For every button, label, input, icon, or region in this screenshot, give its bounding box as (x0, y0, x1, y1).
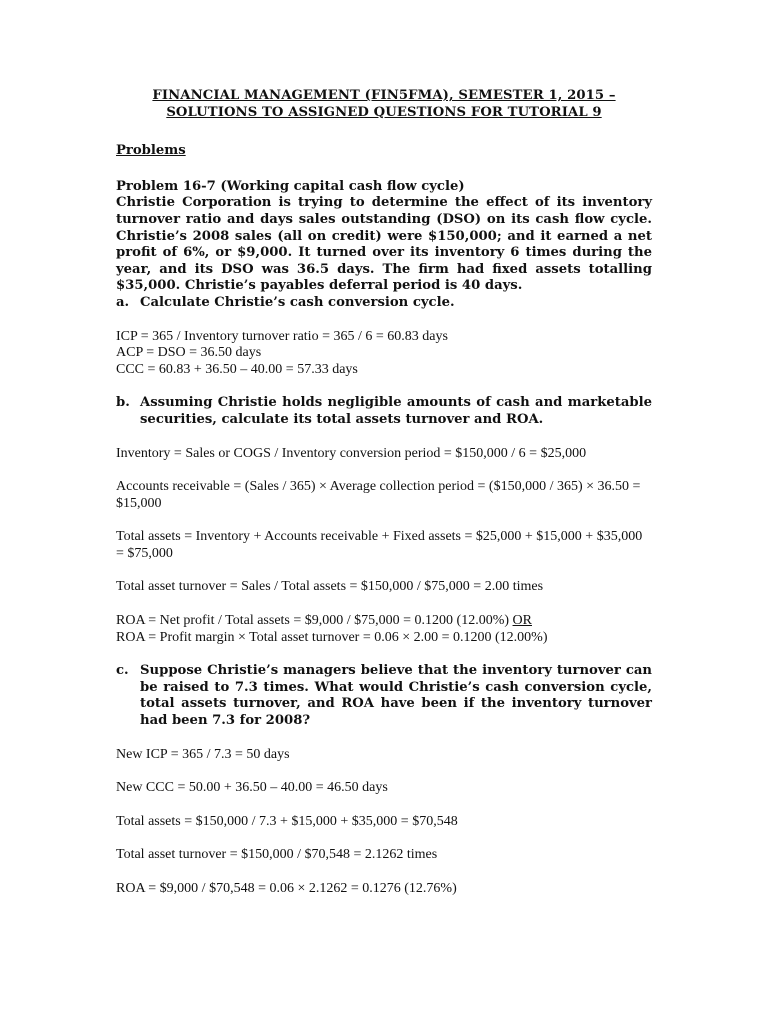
section-heading: Problems (116, 143, 186, 159)
question-c-text: Suppose Christie’s managers believe that the inventory turnover can be raised to 7.3 times. What would Christie’s cash conversion cycle, total assets turnover, and ROA have been if the inventory turnover had been 7.3 for 2008? (140, 663, 652, 729)
question-c-label: c. (116, 663, 129, 679)
answer-c-total-assets: Total assets = $150,000 / 7.3 + $15,000 + $35,000 = $70,548 (116, 813, 458, 829)
question-a (116, 295, 652, 312)
question-b-label: b. (116, 395, 130, 411)
document-page (116, 88, 652, 898)
answer-b-total-assets: Total assets = Inventory + Accounts receivable + Fixed assets = $25,000 + $15,000 + $35,000 = $75,000 (116, 529, 643, 561)
answer-b-turnover: Total asset turnover = Sales / Total assets = $150,000 / $75,000 = 2.00 times (116, 579, 544, 595)
problem-statement: Christie Corporation is trying to determine the effect of its inventory turnover ratio and days sales outstanding (DSO) on its cash flow cycle. Christie’s 2008 sales (all on credit) were $150,000; and it earned a net profit of 6%, or $9,000. It turned over its inventory 6 times during the year, and its DSO was 36.5 days. The firm had fixed assets totalling $35,000. Christie’s payables deferral period is 40 days. (116, 195, 652, 294)
answer-c-roa: ROA = $9,000 / $70,548 = 0.06 × 2.1262 = 0.1276 (12.76%) (116, 881, 457, 896)
answer-b-roa-1-text: ROA = Net profit / Total assets = $9,000 / $75,000 = 0.1200 (12.00%) (116, 613, 510, 629)
question-c (116, 663, 652, 729)
answer-a-line-3: CCC = 60.83 + 36.50 – 40.00 = 57.33 days (116, 361, 358, 377)
document-title-line-2: SOLUTIONS TO ASSIGNED QUESTIONS FOR TUTORIAL 9 (166, 104, 602, 120)
question-b (116, 395, 652, 428)
or-label: OR (512, 613, 532, 629)
question-a-label: a. (116, 294, 130, 310)
problem-title: Problem 16-7 (Working capital cash flow cycle) (116, 178, 465, 194)
answer-b-inventory: Inventory = Sales or COGS / Inventory conversion period = $150,000 / 6 = $25,000 (116, 445, 587, 461)
answer-b-roa-1 (116, 613, 652, 630)
question-b-text: Assuming Christie holds negligible amounts of cash and marketable securities, calculate its total assets turnover and ROA. (140, 395, 652, 427)
answer-b-receivables: Accounts receivable = (Sales / 365) × Average collection period = ($150,000 / 365) × 36.50 = $15,000 (116, 479, 641, 511)
answer-c-turnover: Total asset turnover = $150,000 / $70,548 = 2.1262 times (116, 847, 438, 863)
document-title-line-1: FINANCIAL MANAGEMENT (FIN5FMA), SEMESTER 1, 2015 – (152, 88, 616, 103)
answer-b-roa-2: ROA = Profit margin × Total asset turnover = 0.06 × 2.00 = 0.1200 (12.00%) (116, 629, 548, 645)
answer-a-line-1: ICP = 365 / Inventory turnover ratio = 365 / 6 = 60.83 days (116, 328, 448, 344)
question-a-text: Calculate Christie’s cash conversion cycle. (140, 294, 455, 310)
answer-c-new-ccc: New CCC = 50.00 + 36.50 – 40.00 = 46.50 days (116, 780, 388, 796)
answer-c-new-icp: New ICP = 365 / 7.3 = 50 days (116, 746, 290, 762)
answer-a-line-2: ACP = DSO = 36.50 days (116, 345, 262, 361)
